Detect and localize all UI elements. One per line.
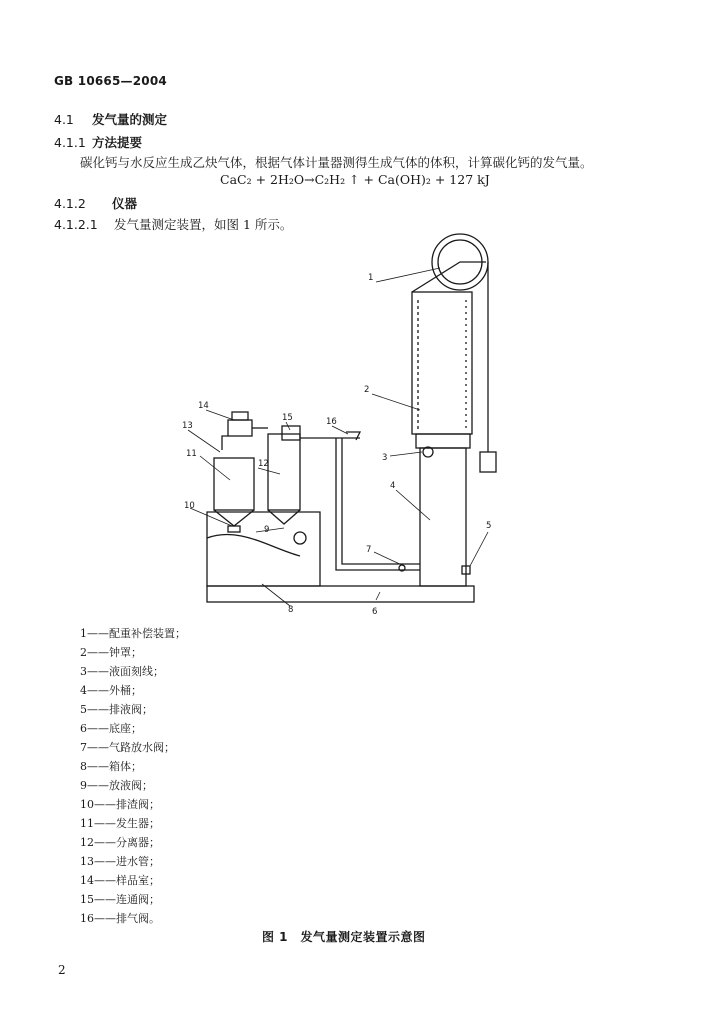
legend-item-1: 1——配重补偿装置；: [80, 627, 186, 640]
legend-item-13: 13——进水管；: [80, 855, 160, 868]
connecting-valve: [282, 426, 300, 440]
section-number: 4.1.2: [54, 196, 86, 211]
callout-14: 14: [198, 401, 209, 411]
vent-valve: [346, 432, 360, 440]
legend-item-9: 9——放液阀；: [80, 779, 153, 792]
sample-chamber-cap: [232, 412, 248, 420]
callout-2: 2: [364, 385, 370, 395]
callout-8: 8: [288, 605, 294, 615]
legend-item-3: 3——液面刻线；: [80, 665, 164, 678]
box-water-line: [207, 534, 300, 556]
callout-leaders: [188, 268, 488, 606]
legend-item-5: 5——排液阀；: [80, 703, 153, 716]
outer-bucket-rim: [416, 434, 470, 448]
callout-6: 6: [372, 607, 378, 617]
legend-item-11: 11——发生器；: [80, 817, 160, 830]
callout-11: 11: [186, 449, 197, 459]
section-title: 仪器: [112, 196, 138, 211]
drain-valve-knob: [294, 532, 306, 544]
callout-1: 1: [368, 273, 374, 283]
legend-item-6: 6——底座；: [80, 722, 142, 735]
section-number: 4.1: [54, 112, 74, 127]
section-number: 4.1.2.1: [54, 217, 98, 232]
callout-4: 4: [390, 481, 396, 491]
callout-15: 15: [282, 413, 293, 423]
legend-item-16: 16——排气阀。: [80, 912, 160, 925]
legend-item-10: 10——排渣阀；: [80, 798, 160, 811]
counterweight: [480, 452, 496, 472]
reaction-equation: CaC₂ + 2H₂O→C₂H₂ ↑ + Ca(OH)₂ + 127 kJ: [220, 172, 490, 187]
figure-caption: 图 1 发气量测定装置示意图: [262, 930, 426, 944]
sample-chamber: [228, 420, 252, 436]
section-title: 方法提要: [92, 135, 143, 150]
callout-16: 16: [326, 417, 337, 427]
callout-13: 13: [182, 421, 193, 431]
legend-item-2: 2——钟罩；: [80, 646, 142, 659]
base-plate: [207, 586, 474, 602]
section-text: 发气量测定装置，如图 1 所示。: [114, 217, 293, 232]
standard-number: GB 10665—2004: [54, 74, 167, 88]
legend-item-14: 14——样品室；: [80, 874, 160, 887]
callout-3: 3: [382, 453, 388, 463]
legend-item-7: 7——气路放水阀；: [80, 741, 175, 754]
legend-item-15: 15——连通阀；: [80, 893, 160, 906]
bell-jar: [412, 292, 472, 434]
gas-pipe-outer: [336, 438, 420, 570]
legend-item-12: 12——分离器；: [80, 836, 160, 849]
callout-12: 12: [258, 459, 269, 469]
method-summary-text: 碳化钙与水反应生成乙炔气体，根据气体计量器测得生成气体的体积，计算碳化钙的发气量。: [80, 155, 593, 170]
section-number: 4.1.1: [54, 135, 86, 150]
generator-vessel: [214, 458, 254, 510]
callout-10: 10: [184, 501, 195, 511]
legend-item-8: 8——箱体；: [80, 760, 142, 773]
callout-5: 5: [486, 521, 492, 531]
section-title: 发气量的测定: [92, 112, 168, 127]
water-inlet-pipe: [222, 436, 228, 450]
callout-7: 7: [366, 545, 372, 555]
slag-valve: [228, 526, 240, 532]
legend-item-4: 4——外桶；: [80, 684, 142, 697]
callout-9: 9: [264, 525, 270, 535]
page-number: 2: [58, 963, 66, 977]
box-body: [207, 512, 320, 586]
